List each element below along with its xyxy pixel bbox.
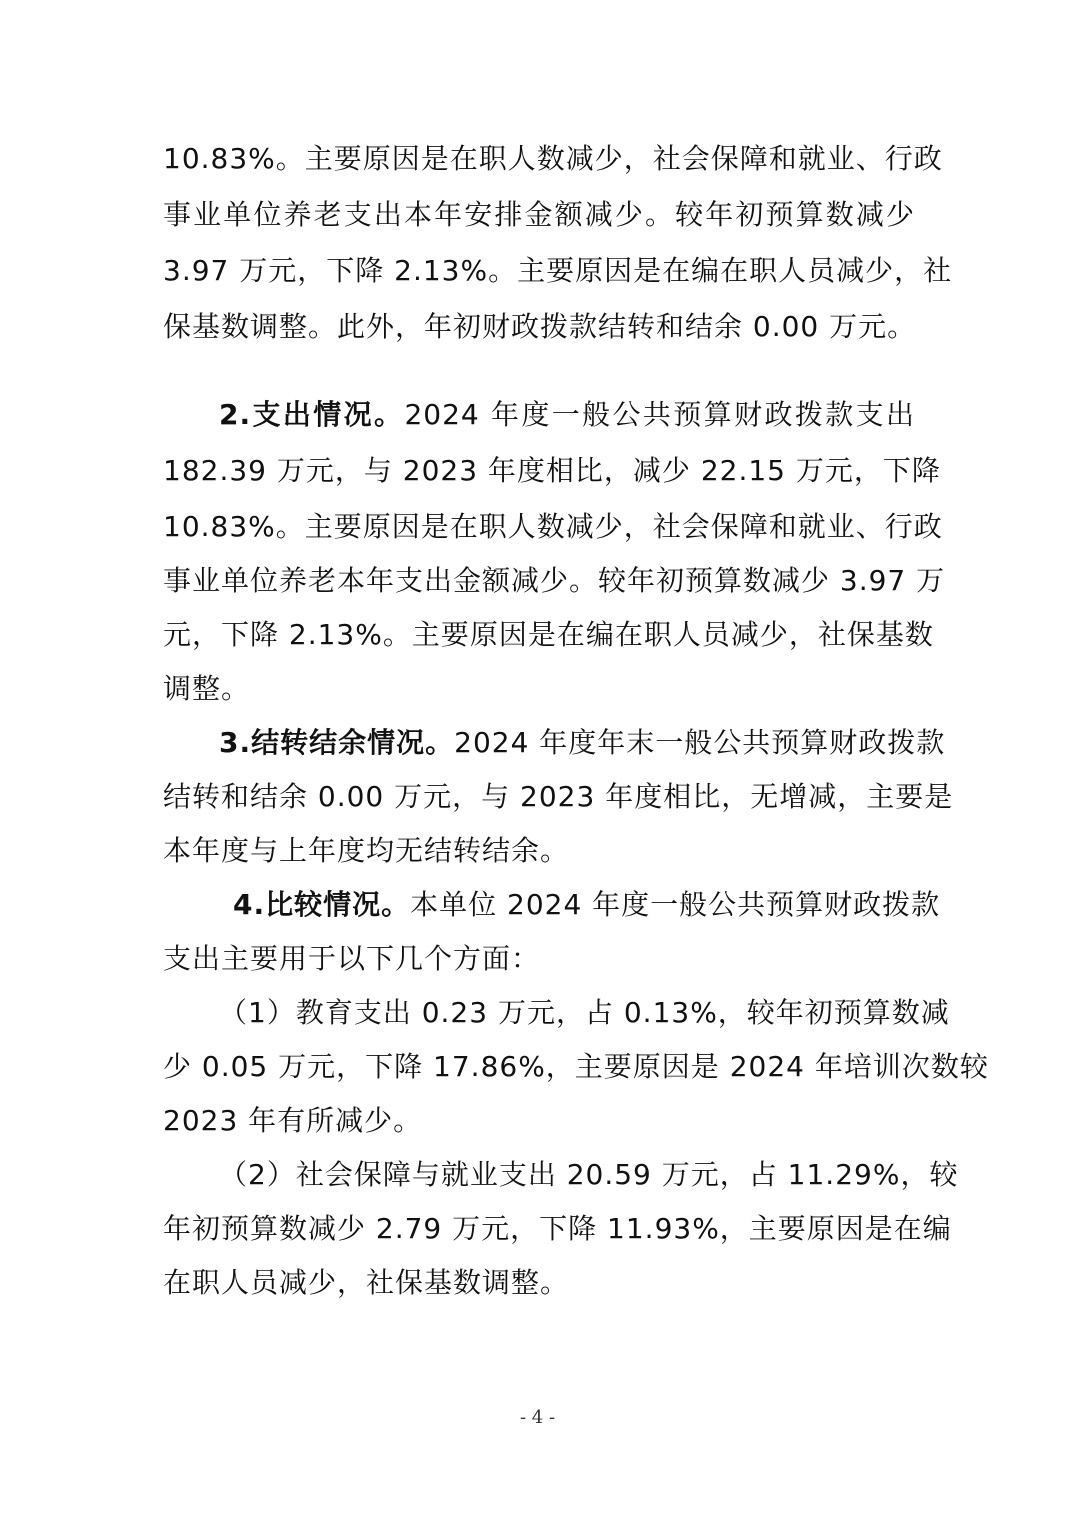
section-2-text: 2024 年度一般公共预算财政拨款支出 bbox=[404, 398, 915, 431]
paragraph-line: 2023 年有所减少。 bbox=[163, 1104, 423, 1137]
item-1-first-line: （1）教育支出 0.23 万元，占 0.13%，较年初预算数减 bbox=[219, 996, 950, 1029]
paragraph-line: 10.83%。主要原因是在职人数减少，社会保障和就业、行政 bbox=[163, 510, 943, 543]
paragraph-line: 年初预算数减少 2.79 万元，下降 11.93%，主要原因是在编 bbox=[163, 1212, 952, 1245]
paragraph-line: 支出主要用于以下几个方面： bbox=[163, 942, 541, 975]
section-4-first-line bbox=[233, 880, 941, 930]
paragraph-line: 3.97 万元，下降 2.13%。主要原因是在编在职人员减少，社 bbox=[163, 254, 953, 287]
paragraph-line: 182.39 万元，与 2023 年度相比，减少 22.15 万元，下降 bbox=[163, 454, 941, 487]
section-2-first-line bbox=[219, 390, 915, 440]
paragraph-line: 10.83%。主要原因是在职人数减少，社会保障和就业、行政 bbox=[163, 142, 943, 175]
item-2-first-line: （2）社会保障与就业支出 20.59 万元，占 11.29%，较 bbox=[219, 1158, 959, 1191]
section-4-heading: 4.比较情况。 bbox=[233, 888, 411, 921]
paragraph-line: 事业单位养老本年支出金额减少。较年初预算数减少 3.97 万 bbox=[163, 564, 946, 597]
paragraph-line: 少 0.05 万元，下降 17.86%，主要原因是 2024 年培训次数较 bbox=[163, 1050, 989, 1083]
paragraph-line: 结转和结余 0.00 万元，与 2023 年度相比，无增减，主要是 bbox=[163, 780, 954, 813]
paragraph-line: 本年度与上年度均无结转结余。 bbox=[163, 834, 570, 867]
paragraph-line: 保基数调整。此外，年初财政拨款结转和结余 0.00 万元。 bbox=[163, 310, 917, 343]
section-3-text: 2024 年度年末一般公共预算财政拨款 bbox=[454, 726, 946, 759]
paragraph-line: 调整。 bbox=[163, 672, 251, 705]
paragraph-line: 事业单位养老支出本年安排金额减少。较年初预算数减少 bbox=[163, 198, 915, 231]
page-number: - 4 - bbox=[519, 1407, 556, 1428]
section-2-heading: 2.支出情况。 bbox=[219, 398, 405, 431]
section-3-heading: 3.结转结余情况。 bbox=[219, 726, 455, 759]
paragraph-line: 在职人员减少，社保基数调整。 bbox=[163, 1266, 570, 1299]
section-4-text: 本单位 2024 年度一般公共预算财政拨款 bbox=[410, 888, 941, 921]
paragraph-line: 元，下降 2.13%。主要原因是在编在职人员减少，社保基数 bbox=[163, 618, 934, 651]
section-3-first-line bbox=[219, 718, 946, 768]
